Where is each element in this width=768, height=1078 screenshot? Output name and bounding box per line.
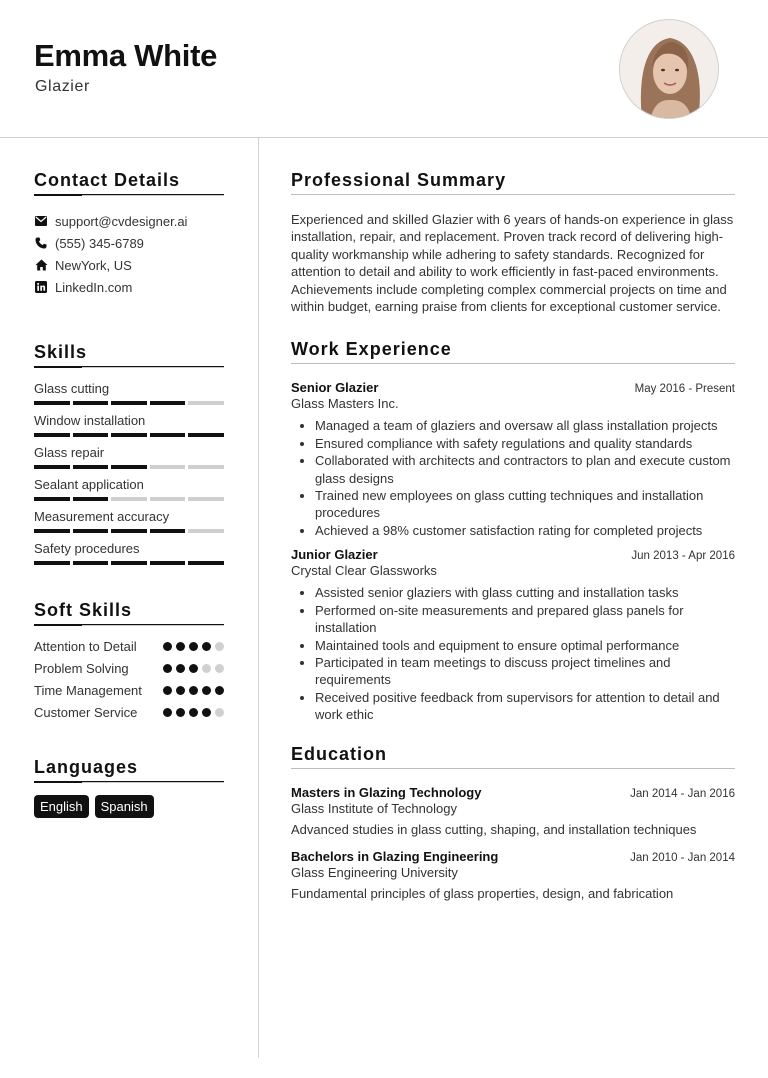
job-company: Glass Masters Inc.	[291, 396, 399, 412]
job-bullet: • Received positive feedback from supervisors for attention to detail and work ethic	[315, 689, 735, 724]
soft-skill-item	[34, 704, 224, 721]
experience-section	[291, 339, 735, 723]
profile-photo	[619, 19, 719, 119]
skill-level-segment	[188, 497, 224, 501]
rating-dot	[215, 664, 224, 673]
rating-dot	[176, 664, 185, 673]
job-bullet: • Ensured compliance with safety regulations and quality standards	[315, 435, 735, 452]
rating-dot	[202, 708, 211, 717]
rating-dot	[163, 642, 172, 651]
soft-skill-rating	[163, 664, 224, 673]
rating-dot	[176, 686, 185, 695]
soft-skill-name: Attention to Detail	[34, 639, 137, 654]
languages-section-title: Languages	[34, 757, 139, 777]
skill-level-segment	[188, 465, 224, 469]
skill-level-segment	[188, 561, 224, 565]
job-header	[291, 380, 735, 395]
column-divider	[258, 138, 259, 1058]
contact-linkedin[interactable]	[34, 276, 224, 298]
contact-linkedin-text: LinkedIn.com	[55, 279, 133, 295]
language-badge: Spanish	[95, 795, 154, 818]
skill-level-segment	[111, 465, 147, 469]
job-bullet: • Achieved a 98% customer satisfaction rating for completed projects	[315, 522, 735, 539]
skill-item	[34, 508, 224, 534]
skill-level-segment	[150, 433, 186, 437]
contact-location	[34, 254, 224, 276]
skill-level-bar	[34, 529, 224, 534]
phone-icon	[34, 236, 48, 250]
soft-skill-rating	[163, 642, 224, 651]
rating-dot	[215, 686, 224, 695]
left-column	[34, 170, 224, 818]
job-bullet: • Assisted senior glaziers with glass cutting and installation tasks	[315, 584, 735, 601]
rating-dot	[176, 708, 185, 717]
skill-name: Glass cutting	[34, 381, 110, 396]
job-title: Junior Glazier	[291, 547, 378, 563]
section-divider	[291, 768, 735, 769]
candidate-name: Emma White	[34, 38, 218, 73]
job-bullet: • Trained new employees on glass cutting techniques and installation procedures	[315, 487, 735, 522]
contact-phone-text: (555) 345-6789	[55, 235, 144, 251]
education-description: Advanced studies in glass cutting, shaping, and installation techniques	[291, 821, 697, 837]
summary-section	[291, 170, 735, 315]
rating-dot	[176, 642, 185, 651]
education-school: Glass Institute of Technology	[291, 800, 457, 816]
skill-level-segment	[34, 561, 70, 565]
skill-level-segment	[150, 497, 186, 501]
skills-section-title: Skills	[34, 342, 88, 362]
skill-name: Safety procedures	[34, 541, 140, 556]
job-entry	[291, 547, 735, 723]
skill-level-bar	[34, 433, 224, 438]
skill-level-segment	[73, 401, 109, 405]
job-company: Crystal Clear Glassworks	[291, 563, 437, 579]
skill-level-bar	[34, 561, 224, 566]
email-icon	[34, 214, 48, 228]
skill-name: Window installation	[34, 413, 146, 428]
skill-level-segment	[34, 497, 70, 501]
skill-item	[34, 380, 224, 406]
education-section-title: Education	[291, 743, 388, 764]
experience-section-title: Work Experience	[291, 339, 452, 360]
contact-email-text: support@cvdesigner.ai	[55, 213, 188, 229]
soft-skill-name: Time Management	[34, 683, 142, 698]
contact-section-title: Contact Details	[34, 170, 181, 190]
job-entry	[291, 380, 735, 539]
soft-skill-name: Problem Solving	[34, 661, 129, 676]
contact-phone[interactable]	[34, 232, 224, 254]
summary-section-title: Professional Summary	[291, 170, 507, 190]
job-header	[291, 547, 735, 562]
education-header	[291, 785, 735, 800]
skill-level-segment	[73, 529, 109, 533]
home-icon	[34, 258, 48, 272]
skill-level-segment	[34, 529, 70, 533]
right-column	[291, 170, 735, 901]
section-divider	[34, 624, 224, 626]
skill-item	[34, 444, 224, 470]
language-badge: English	[34, 795, 89, 818]
job-bullet: • Participated in team meetings to discuss project timelines and requirements	[315, 654, 735, 689]
skill-level-segment	[150, 529, 186, 533]
skill-level-segment	[34, 433, 70, 437]
skill-level-bar	[34, 497, 224, 502]
education-school: Glass Engineering University	[291, 864, 458, 880]
job-bullets	[291, 417, 735, 539]
soft-skill-item	[34, 638, 224, 655]
job-bullets	[291, 584, 735, 723]
skill-level-segment	[150, 561, 186, 565]
job-date: Jun 2013 - Apr 2016	[631, 550, 735, 563]
job-bullet: • Managed a team of glaziers and oversaw all glass installation projects	[315, 417, 735, 434]
soft-skill-item	[34, 682, 224, 699]
skill-item	[34, 476, 224, 502]
rating-dot	[202, 664, 211, 673]
skill-level-segment	[111, 433, 147, 437]
rating-dot	[202, 686, 211, 695]
education-date: Jan 2014 - Jan 2016	[630, 787, 735, 800]
soft-skill-item	[34, 660, 224, 677]
job-bullet: • Performed on-site measurements and prepared glass panels for installation	[315, 602, 735, 637]
section-divider	[291, 194, 735, 195]
education-degree: Masters in Glazing Technology	[291, 784, 482, 800]
job-date: May 2016 - Present	[634, 383, 735, 396]
rating-dot	[215, 708, 224, 717]
education-entry	[291, 849, 735, 901]
skill-level-segment	[111, 529, 147, 533]
skill-level-segment	[73, 497, 109, 501]
skill-level-segment	[73, 433, 109, 437]
soft-skills-section-title: Soft Skills	[34, 600, 133, 620]
skill-name: Sealant application	[34, 477, 144, 492]
skill-level-segment	[188, 529, 224, 533]
skills-section	[34, 342, 224, 566]
skill-level-segment	[188, 401, 224, 405]
rating-dot	[163, 708, 172, 717]
rating-dot	[163, 686, 172, 695]
rating-dot	[189, 664, 198, 673]
rating-dot	[189, 686, 198, 695]
skill-item	[34, 540, 224, 566]
skill-level-segment	[150, 401, 186, 405]
section-divider	[34, 194, 224, 196]
skill-name: Glass repair	[34, 445, 105, 460]
rating-dot	[215, 642, 224, 651]
candidate-job-title: Glazier	[35, 78, 90, 95]
rating-dot	[189, 642, 198, 651]
resume-header	[0, 0, 768, 138]
education-header	[291, 849, 735, 864]
soft-skills-section	[34, 600, 224, 721]
rating-dot	[189, 708, 198, 717]
job-bullet: • Maintained tools and equipment to ensure optimal performance	[315, 637, 735, 654]
education-date: Jan 2010 - Jan 2014	[630, 851, 735, 864]
skill-level-bar	[34, 401, 224, 406]
skill-item	[34, 412, 224, 438]
skill-level-segment	[73, 561, 109, 565]
job-title: Senior Glazier	[291, 380, 379, 396]
skill-level-segment	[34, 401, 70, 405]
summary-text: Experienced and skilled Glazier with 6 years of hands-on experience in glass installation, repair, and replacement. Proven track record of delivering high-quality workmanship while adhering to safety standards. Recognized for attention to detail and ability to work efficiently in fast-paced environments. Achievements include completing complex commercial projects on time and within budget, earning praise from clients for exceptional customer service.	[291, 212, 734, 315]
section-divider	[34, 366, 224, 368]
skill-level-segment	[111, 561, 147, 565]
section-divider	[291, 363, 735, 364]
education-degree: Bachelors in Glazing Engineering	[291, 848, 499, 864]
skill-level-segment	[73, 465, 109, 469]
soft-skill-rating	[163, 708, 224, 717]
section-divider	[34, 781, 224, 783]
skill-level-bar	[34, 465, 224, 470]
contact-email[interactable]	[34, 210, 224, 232]
education-entry	[291, 785, 735, 837]
soft-skill-rating	[163, 686, 224, 695]
skill-level-segment	[34, 465, 70, 469]
rating-dot	[202, 642, 211, 651]
skill-level-segment	[111, 401, 147, 405]
skill-level-segment	[188, 433, 224, 437]
contact-section	[34, 170, 224, 298]
job-bullet: • Collaborated with architects and contractors to plan and execute custom glass designs	[315, 452, 735, 487]
education-section	[291, 744, 735, 901]
skill-level-segment	[111, 497, 147, 501]
soft-skill-name: Customer Service	[34, 705, 138, 720]
skill-name: Measurement accuracy	[34, 509, 170, 524]
linkedin-icon	[34, 280, 48, 294]
rating-dot	[163, 664, 172, 673]
contact-location-text: NewYork, US	[55, 257, 132, 273]
skill-level-segment	[150, 465, 186, 469]
education-description: Fundamental principles of glass properties, design, and fabrication	[291, 885, 674, 901]
languages-section	[34, 757, 224, 818]
